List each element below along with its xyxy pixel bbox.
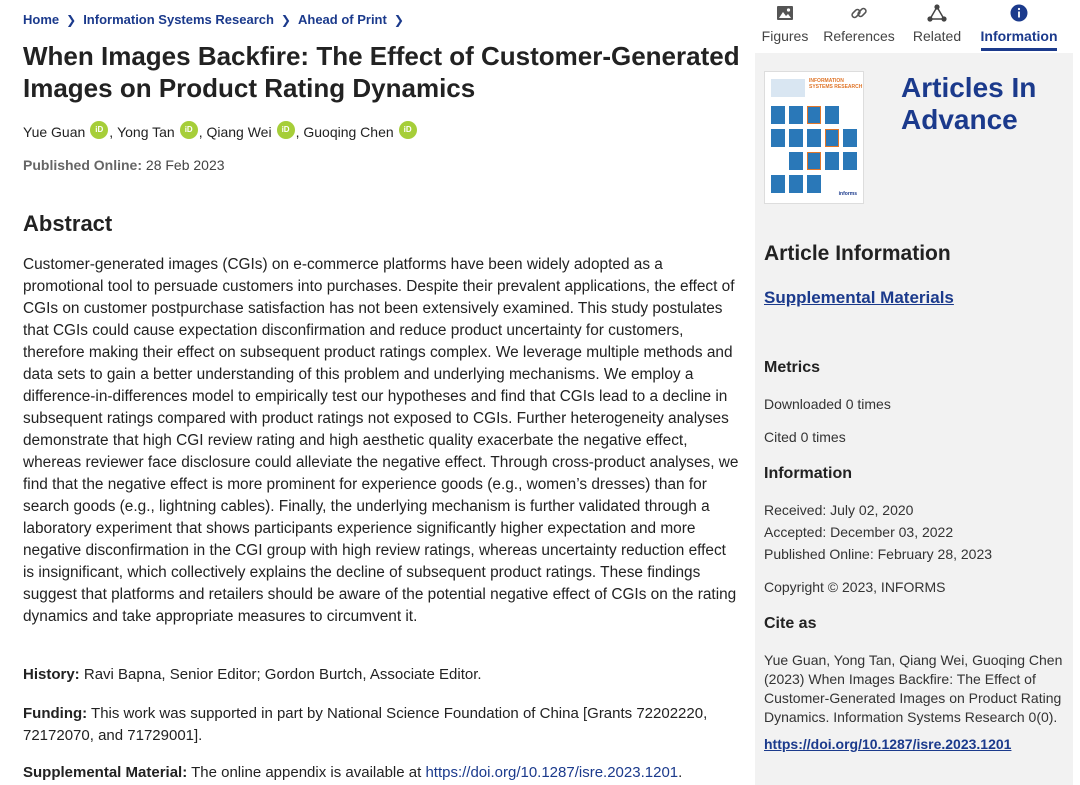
published-online-date: Published Online: February 28, 2023 xyxy=(764,546,993,562)
cover-tile xyxy=(807,175,821,193)
orcid-icon[interactable]: iD xyxy=(180,121,198,139)
cover-tile xyxy=(825,152,839,170)
cover-tile xyxy=(789,152,803,170)
history-text: Ravi Bapna, Senior Editor; Gordon Burtch, Associate Editor. xyxy=(83,666,482,683)
citation-doi-link[interactable]: https://doi.org/10.1287/isre.2023.1201 xyxy=(764,736,1012,752)
citation-text: Yue Guan, Yong Tan, Qiang Wei, Guoqing Chen (2023) When Images Backfire: The Effect of Customer-Generated Images on Product Rating Dynamics. Information Systems Research 0(0). xyxy=(764,652,1063,725)
article-title: When Images Backfire: The Effect of Customer-Generated Images on Product Rating Dynamics xyxy=(23,41,740,103)
cover-tile xyxy=(789,175,803,193)
tab-label: References xyxy=(823,28,895,44)
accepted-date: Accepted: December 03, 2022 xyxy=(764,524,954,540)
orcid-icon[interactable]: iD xyxy=(90,121,108,139)
articles-in-advance-title[interactable]: Articles In Advance xyxy=(901,72,1037,135)
history xyxy=(23,664,739,686)
tab-related[interactable] xyxy=(912,0,962,44)
cover-tile xyxy=(843,152,857,170)
cover-tile xyxy=(825,129,839,147)
chevron-right-icon: ❯ xyxy=(280,12,291,27)
cover-tile xyxy=(807,152,821,170)
supp-doi-link[interactable]: https://doi.org/10.1287/isre.2023.1201 xyxy=(425,764,679,781)
author-link[interactable]: Yue Guan xyxy=(23,124,86,140)
journal-cover[interactable] xyxy=(764,71,864,204)
metrics-heading: Metrics xyxy=(764,359,821,376)
cite-as-heading: Cite as xyxy=(764,615,817,632)
published-value: 28 Feb 2023 xyxy=(145,157,225,173)
chevron-right-icon: ❯ xyxy=(393,12,404,27)
author-link[interactable]: Qiang Wei xyxy=(206,124,272,140)
funding-label: Funding: xyxy=(23,705,88,722)
cover-tile xyxy=(825,106,839,124)
breadcrumb-home[interactable]: Home xyxy=(23,12,60,27)
funding xyxy=(23,703,739,747)
breadcrumb-ahead-of-print[interactable]: Ahead of Print xyxy=(297,12,387,27)
sidebar-tabs xyxy=(755,0,1073,53)
cover-tile xyxy=(771,106,785,124)
received-date: Received: July 02, 2020 xyxy=(764,502,914,518)
cover-tile xyxy=(771,175,785,193)
tab-references[interactable] xyxy=(824,0,894,44)
cover-tile xyxy=(789,129,803,147)
history-label: History: xyxy=(23,666,80,683)
orcid-icon[interactable]: iD xyxy=(277,121,295,139)
funding-text: This work was supported in part by National Science Foundation of China [Grants 72202220, 72172070, and 71729001]. xyxy=(23,705,708,744)
cover-tile xyxy=(789,106,803,124)
chevron-right-icon: ❯ xyxy=(66,12,77,27)
supp-text: The online appendix is available at xyxy=(191,764,422,781)
article-information-heading: Article Information xyxy=(764,242,951,265)
tab-figures[interactable] xyxy=(759,0,811,44)
tab-information[interactable] xyxy=(980,0,1058,51)
tab-label: Related xyxy=(912,28,962,44)
cover-banner xyxy=(771,79,805,97)
supp-end: . xyxy=(678,764,683,781)
information-heading: Information xyxy=(764,465,852,482)
orcid-icon[interactable]: iD xyxy=(399,121,417,139)
cover-tile xyxy=(807,106,821,124)
author-link[interactable]: Yong Tan xyxy=(117,124,175,140)
breadcrumb-journal[interactable]: Information Systems Research xyxy=(83,12,274,27)
copyright: Copyright © 2023, INFORMS xyxy=(764,579,946,595)
abstract-heading: Abstract xyxy=(23,211,113,236)
breadcrumb xyxy=(23,12,411,27)
author-link[interactable]: Guoqing Chen xyxy=(303,124,394,140)
published-label: Published Online: xyxy=(23,157,143,173)
cover-tile xyxy=(771,129,785,147)
supplemental-materials-link[interactable]: Supplemental Materials xyxy=(764,288,954,307)
supplemental-material xyxy=(23,762,739,784)
image-icon xyxy=(777,2,793,24)
supp-label: Supplemental Material: xyxy=(23,764,188,781)
cover-logo: informs xyxy=(838,191,857,197)
link-icon xyxy=(850,2,868,24)
published-date xyxy=(23,157,225,173)
network-icon xyxy=(927,2,947,24)
cover-tile xyxy=(843,129,857,147)
tab-label: Information xyxy=(980,28,1058,44)
downloaded-count: Downloaded 0 times xyxy=(764,396,891,412)
cover-title: INFORMATION SYSTEMS RESEARCH xyxy=(809,78,863,90)
author-list: Yue Guan iD , Yong Tan iD , Qiang Wei iD , Guoqing Chen iD xyxy=(23,121,418,143)
cited-count: Cited 0 times xyxy=(764,429,846,445)
abstract-text: Customer-generated images (CGIs) on e-commerce platforms have been widely adopted as a promotional tool to persuade customers into purchases. Despite their prevalent applications, the effect of CGIs on customer postpurchase satisfaction has not been extensively examined. This study postulates that CGIs could cause expectation disconfirmation and reduce product uncertainty for customers, therefore making their effect on subsequent product ratings complex. We leverage multiple methods and data sets to gain a better understanding of this problem and underlying mechanisms. We employ a difference-in-differences model to empirically test our hypotheses and find that CGIs lead to a decline in subsequent ratings compared with product ratings not exposed to CGIs. Further heterogeneity analyses demonstrate that high CGI review rating and high aesthetic quality exacerbate the negative effect, whereas reviewer face disclosure could alleviate the negative effect. Through cross-product analyses, we find that the negative effect is more prominent for experience goods (e.g., women’s dresses) than for search goods (e.g., lightning cables). Finally, the underlying mechanism is further validated through a laboratory experiment that shows participants experience significantly higher expectation and more negative disconfirmation in the CGI group with high review ratings, whereas uncertainty reduction effect is insignificant, which collectively explains the decline of subsequent product ratings. These findings suggest that platforms and retailers should be aware of the potential negative effect of CGIs on the rating dynamics and take appropriate measures to circumvent it. xyxy=(23,256,739,625)
tab-label: Figures xyxy=(761,28,809,44)
cover-tile xyxy=(807,129,821,147)
active-tab-indicator xyxy=(981,48,1057,51)
info-icon xyxy=(1010,2,1028,24)
